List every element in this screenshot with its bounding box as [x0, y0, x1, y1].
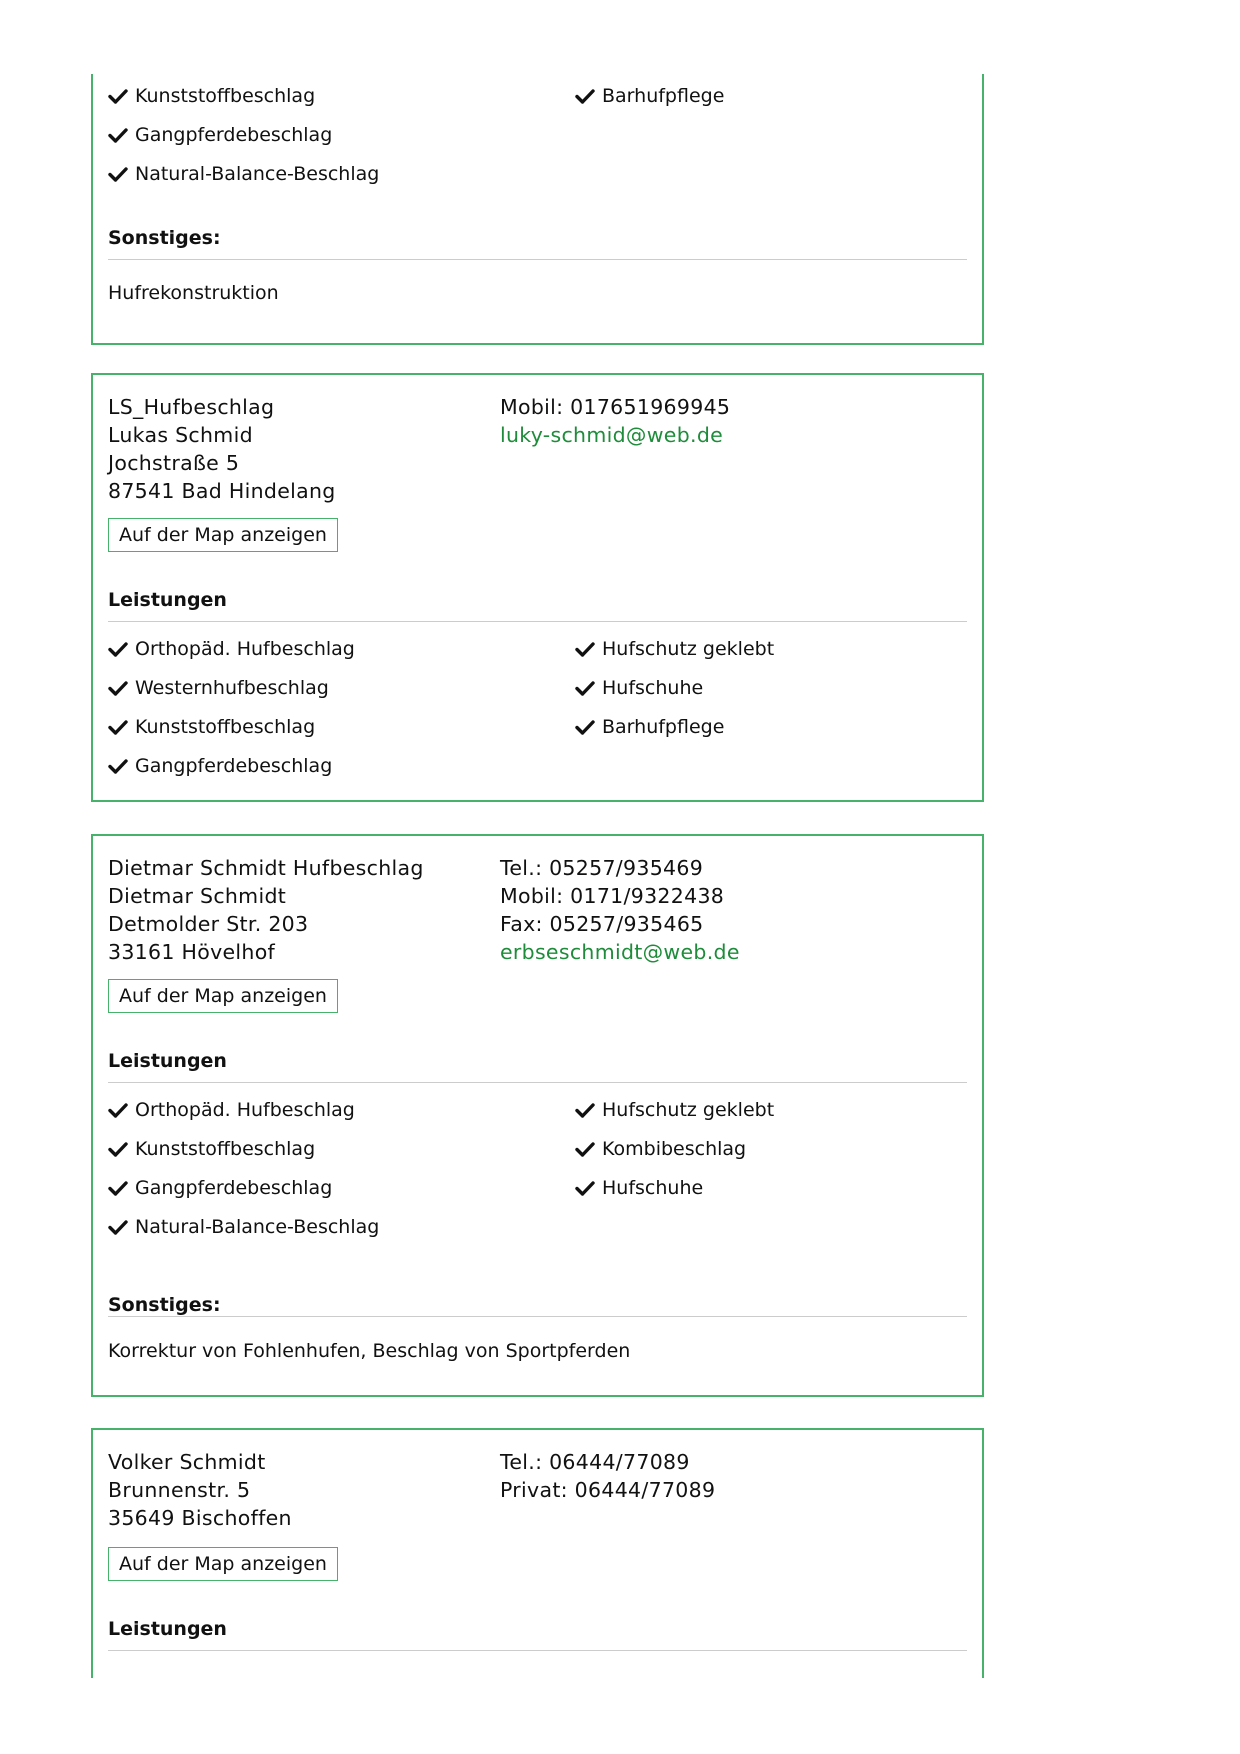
service-item: Hufschuhe	[575, 1176, 703, 1200]
street: Brunnenstr. 5	[108, 1478, 251, 1502]
check-icon	[108, 1180, 128, 1196]
other-text: Hufrekonstruktion	[108, 282, 279, 304]
check-icon	[575, 1141, 595, 1157]
check-icon	[108, 127, 128, 143]
check-icon	[108, 719, 128, 735]
check-icon	[575, 719, 595, 735]
service-item: Gangpferdebeschlag	[108, 1176, 332, 1200]
check-icon	[108, 88, 128, 104]
check-icon	[575, 1180, 595, 1196]
service-item: Kunststoffbeschlag	[108, 1137, 315, 1161]
check-icon	[108, 758, 128, 774]
check-icon	[108, 1219, 128, 1235]
services-heading: Leistungen	[108, 1050, 227, 1072]
service-item: Hufschuhe	[575, 676, 703, 700]
street: Jochstraße 5	[108, 451, 240, 475]
contact-name: Volker Schmidt	[108, 1450, 266, 1474]
business-name: LS_Hufbeschlag	[108, 395, 275, 419]
address-block	[108, 393, 336, 505]
service-item: Hufschutz geklebt	[575, 1098, 774, 1122]
phone-number: Tel.: 06444/77089	[500, 1450, 690, 1474]
service-item: Barhufpflege	[575, 715, 724, 739]
contact-name: Dietmar Schmidt	[108, 884, 287, 908]
service-item: Barhufpflege	[575, 84, 724, 108]
check-icon	[575, 88, 595, 104]
street: Detmolder Str. 203	[108, 912, 309, 936]
check-icon	[108, 166, 128, 182]
section-divider	[108, 621, 967, 622]
service-item: Kombibeschlag	[575, 1137, 746, 1161]
check-icon	[108, 680, 128, 696]
check-icon	[575, 680, 595, 696]
contact-name: Lukas Schmid	[108, 423, 253, 447]
check-icon	[108, 1141, 128, 1157]
email-link[interactable]: luky-schmid@web.de	[500, 423, 724, 447]
check-icon	[575, 641, 595, 657]
section-divider	[108, 1082, 967, 1083]
email-link[interactable]: erbseschmidt@web.de	[500, 940, 740, 964]
show-on-map-button[interactable]: Auf der Map anzeigen	[108, 979, 338, 1013]
service-item: Gangpferdebeschlag	[108, 754, 332, 778]
city: 33161 Hövelhof	[108, 940, 276, 964]
farrier-card-3	[91, 1428, 984, 1678]
check-icon	[108, 641, 128, 657]
service-item: Kunststoffbeschlag	[108, 84, 315, 108]
other-heading: Sonstiges:	[108, 227, 221, 249]
check-icon	[575, 1102, 595, 1118]
fax-number: Fax: 05257/935465	[500, 912, 704, 936]
section-divider	[108, 259, 967, 260]
services-heading: Leistungen	[108, 1618, 227, 1640]
service-item: Natural-Balance-Beschlag	[108, 162, 379, 186]
service-item: Gangpferdebeschlag	[108, 123, 332, 147]
check-icon	[108, 1102, 128, 1118]
section-divider	[108, 1316, 967, 1317]
service-item: Kunststoffbeschlag	[108, 715, 315, 739]
phone-number: Tel.: 05257/935469	[500, 856, 704, 880]
services-heading: Leistungen	[108, 589, 227, 611]
business-name: Dietmar Schmidt Hufbeschlag	[108, 856, 424, 880]
contact-block	[500, 1448, 715, 1504]
show-on-map-button[interactable]: Auf der Map anzeigen	[108, 518, 338, 552]
contact-block	[500, 393, 730, 449]
address-block	[108, 854, 424, 966]
address-block	[108, 1448, 292, 1532]
service-item: Orthopäd. Hufbeschlag	[108, 1098, 355, 1122]
service-item: Orthopäd. Hufbeschlag	[108, 637, 355, 661]
section-divider	[108, 1650, 967, 1651]
mobile-number: Mobil: 017651969945	[500, 395, 731, 419]
farrier-card-0	[91, 74, 984, 345]
other-heading: Sonstiges:	[108, 1294, 221, 1316]
city: 87541 Bad Hindelang	[108, 479, 336, 503]
service-item: Hufschutz geklebt	[575, 637, 774, 661]
service-item: Westernhufbeschlag	[108, 676, 329, 700]
city: 35649 Bischoffen	[108, 1506, 292, 1530]
show-on-map-button[interactable]: Auf der Map anzeigen	[108, 1547, 338, 1581]
service-item: Natural-Balance-Beschlag	[108, 1215, 379, 1239]
farrier-card-2	[91, 834, 984, 1397]
farrier-card-1	[91, 373, 984, 802]
private-number: Privat: 06444/77089	[500, 1478, 716, 1502]
other-text: Korrektur von Fohlenhufen, Beschlag von Sportpferden	[108, 1340, 631, 1362]
mobile-number: Mobil: 0171/9322438	[500, 884, 725, 908]
contact-block	[500, 854, 740, 966]
